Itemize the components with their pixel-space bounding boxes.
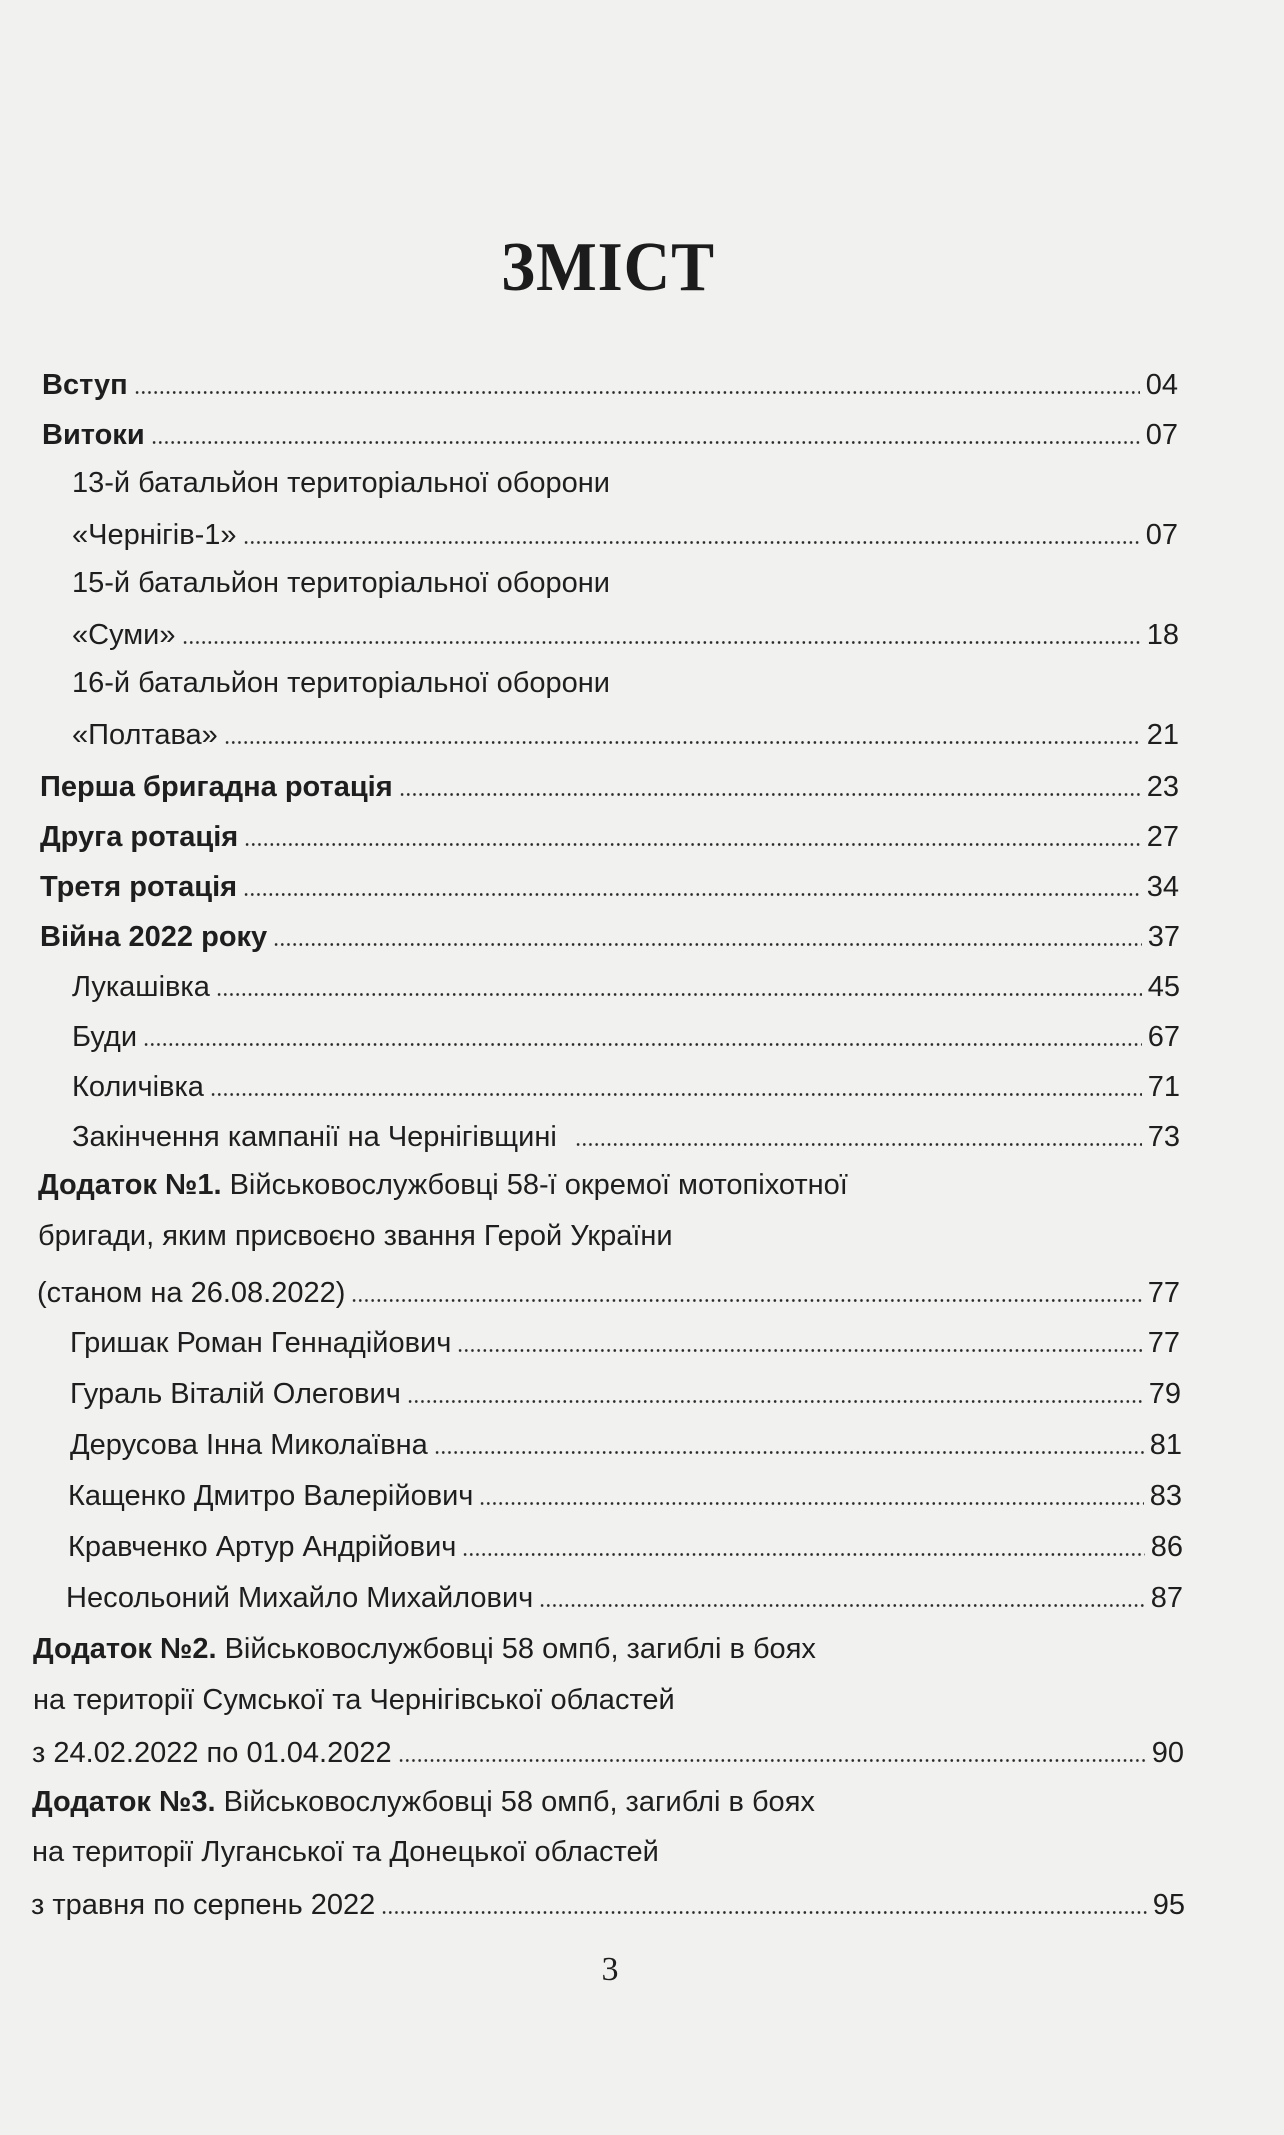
dot-leader <box>399 793 1141 796</box>
toc-subentry-hural[interactable] <box>70 1371 1181 1411</box>
dot-leader <box>398 1759 1146 1762</box>
dot-leader <box>457 1349 1141 1352</box>
toc-page-number: 77 <box>1147 1277 1180 1309</box>
toc-entry-label: «Чернігів-1» <box>72 519 237 551</box>
dot-leader <box>381 1911 1146 1914</box>
toc-subentry-bat16[interactable] <box>72 712 1179 752</box>
toc-entry-label: Гришак Роман Геннадійович <box>70 1327 452 1359</box>
toc-subentry-kolychivka[interactable] <box>72 1064 1180 1104</box>
toc-entry-label: Лукашівка <box>72 971 210 1003</box>
dot-leader <box>151 441 1140 444</box>
dot-leader <box>575 1143 1142 1146</box>
toc-entry-label: Кащенко Дмитро Валерійович <box>68 1480 474 1512</box>
appendix-title: Військовослужбовці 58 омпб, загиблі в боях <box>223 1786 815 1818</box>
dot-leader <box>243 541 1140 544</box>
toc-subentry-kravchenko[interactable] <box>68 1524 1183 1564</box>
toc-subentry-nesolonyi[interactable] <box>66 1575 1183 1615</box>
toc-entry-label: Закінчення кампанії на Чернігівщині <box>72 1121 557 1153</box>
toc-page-number: 21 <box>1146 719 1179 751</box>
toc-entry-label: Дерусова Інна Миколаївна <box>70 1429 428 1461</box>
toc-subentry-hryshak[interactable] <box>70 1320 1180 1360</box>
toc-entry-label: Количівка <box>72 1071 204 1103</box>
page-number-folio: 3 <box>601 1951 619 1988</box>
toc-page-number: 37 <box>1147 921 1180 953</box>
dot-leader <box>216 993 1142 996</box>
toc-page-number: 90 <box>1151 1737 1184 1769</box>
toc-page-number: 83 <box>1149 1480 1182 1512</box>
dot-leader <box>243 893 1141 896</box>
toc-page-number: 86 <box>1150 1531 1183 1563</box>
toc-page-number: 67 <box>1147 1021 1180 1053</box>
dot-leader <box>134 391 1140 394</box>
toc-subentry-lukashivka[interactable] <box>72 964 1180 1004</box>
toc-subentry-derusova[interactable] <box>70 1422 1182 1462</box>
toc-subentry-budy[interactable] <box>72 1014 1180 1054</box>
toc-subentry-bat15-line1[interactable]: 15-й батальйон територіальної оборони <box>72 567 610 599</box>
toc-entry-druha-rotatsiia[interactable] <box>40 814 1179 854</box>
toc-page-number: 73 <box>1147 1121 1180 1153</box>
toc-page-number: 27 <box>1146 821 1179 853</box>
appendix-prefix: Додаток №3. <box>32 1786 216 1818</box>
toc-entry-dodatok-2-line2[interactable]: на території Сумської та Чернігівської областей <box>33 1684 675 1716</box>
toc-entry-label: Вступ <box>42 369 128 401</box>
toc-page-number: 71 <box>1147 1071 1180 1103</box>
toc-subentry-kashchenko[interactable] <box>68 1473 1182 1513</box>
toc-entry-dodatok-1-line1[interactable] <box>38 1168 848 1202</box>
toc-entry-label: Несольоний Михайло Михайлович <box>66 1582 534 1614</box>
toc-entry-label: Кравченко Артур Андрійович <box>68 1531 457 1563</box>
toc-entry-label: Гураль Віталій Олегович <box>70 1378 401 1410</box>
toc-page-number: 23 <box>1146 771 1179 803</box>
toc-entry-label: з 24.02.2022 по 01.04.2022 <box>32 1737 392 1769</box>
dot-leader <box>224 741 1141 744</box>
toc-page-number: 04 <box>1145 369 1178 401</box>
appendix-prefix: Додаток №2. <box>33 1633 217 1665</box>
toc-entry-label: «Полтава» <box>72 719 218 751</box>
dot-leader <box>210 1093 1142 1096</box>
dot-leader <box>434 1451 1144 1454</box>
toc-page-number: 34 <box>1146 871 1179 903</box>
toc-entry-vytoky[interactable] <box>42 412 1178 452</box>
toc-entry-persha-rotatsiia[interactable] <box>40 764 1179 804</box>
toc-entry-dodatok-3-line1[interactable] <box>32 1785 815 1819</box>
toc-entry-label: (станом на 26.08.2022) <box>37 1277 346 1309</box>
toc-subentry-bat13[interactable] <box>72 512 1178 552</box>
toc-page-number: 95 <box>1152 1889 1185 1921</box>
toc-subentry-bat15[interactable] <box>72 612 1179 652</box>
toc-entry-label: з травня по серпень 2022 <box>31 1889 376 1921</box>
toc-entry-label: Друга ротація <box>40 821 239 853</box>
dot-leader <box>407 1400 1143 1403</box>
dot-leader <box>351 1299 1141 1302</box>
toc-page-number: 07 <box>1145 419 1178 451</box>
toc-entry-label: Третя ротація <box>40 871 238 903</box>
dot-leader <box>143 1043 1142 1046</box>
toc-entry-vstup[interactable] <box>42 362 1178 402</box>
toc-subentry-bat13-line1[interactable]: 13-й батальйон територіальної оборони <box>72 467 610 499</box>
toc-entry-dodatok-2-line1[interactable] <box>33 1632 816 1666</box>
dot-leader <box>479 1502 1143 1505</box>
toc-entry-dodatok-1-line2[interactable]: бригади, яким присвоєно звання Герой України <box>38 1220 673 1252</box>
toc-page-number: 79 <box>1148 1378 1181 1410</box>
dot-leader <box>539 1604 1144 1607</box>
toc-entry-dodatok-1[interactable] <box>37 1270 1180 1310</box>
toc-subentry-zakinchennia[interactable] <box>72 1114 1180 1154</box>
dot-leader <box>273 943 1142 946</box>
toc-page-number: 18 <box>1146 619 1179 651</box>
toc-page-number: 87 <box>1150 1582 1183 1614</box>
toc-entry-dodatok-2[interactable] <box>32 1730 1184 1770</box>
toc-entry-dodatok-3[interactable] <box>31 1882 1185 1922</box>
dot-leader <box>462 1553 1144 1556</box>
toc-page-number: 77 <box>1147 1327 1180 1359</box>
appendix-title: Військовослужбовці 58 омпб, загиблі в боях <box>224 1633 816 1665</box>
toc-page-number: 81 <box>1149 1429 1182 1461</box>
appendix-prefix: Додаток №1. <box>38 1169 222 1201</box>
toc-entry-label: Буди <box>72 1021 138 1053</box>
toc-page-number: 45 <box>1147 971 1180 1003</box>
toc-entry-label: Перша бригадна ротація <box>40 771 393 803</box>
toc-entry-label: «Суми» <box>72 619 176 651</box>
dot-leader <box>182 641 1141 644</box>
toc-entry-tretia-rotatsiia[interactable] <box>40 864 1179 904</box>
toc-page-number: 07 <box>1145 519 1178 551</box>
toc-entry-dodatok-3-line2[interactable]: на території Луганської та Донецької областей <box>32 1836 659 1868</box>
toc-subentry-bat16-line1[interactable]: 16-й батальйон територіальної оборони <box>72 667 610 699</box>
toc-entry-label: Витоки <box>42 419 145 451</box>
dot-leader <box>244 843 1141 846</box>
appendix-title: Військовослужбовці 58-ї окремої мотопіхотної <box>229 1169 848 1201</box>
toc-entry-label: Війна 2022 року <box>40 921 268 953</box>
toc-entry-viina-2022[interactable] <box>40 914 1180 954</box>
page-title: ЗМІСТ <box>501 229 715 306</box>
